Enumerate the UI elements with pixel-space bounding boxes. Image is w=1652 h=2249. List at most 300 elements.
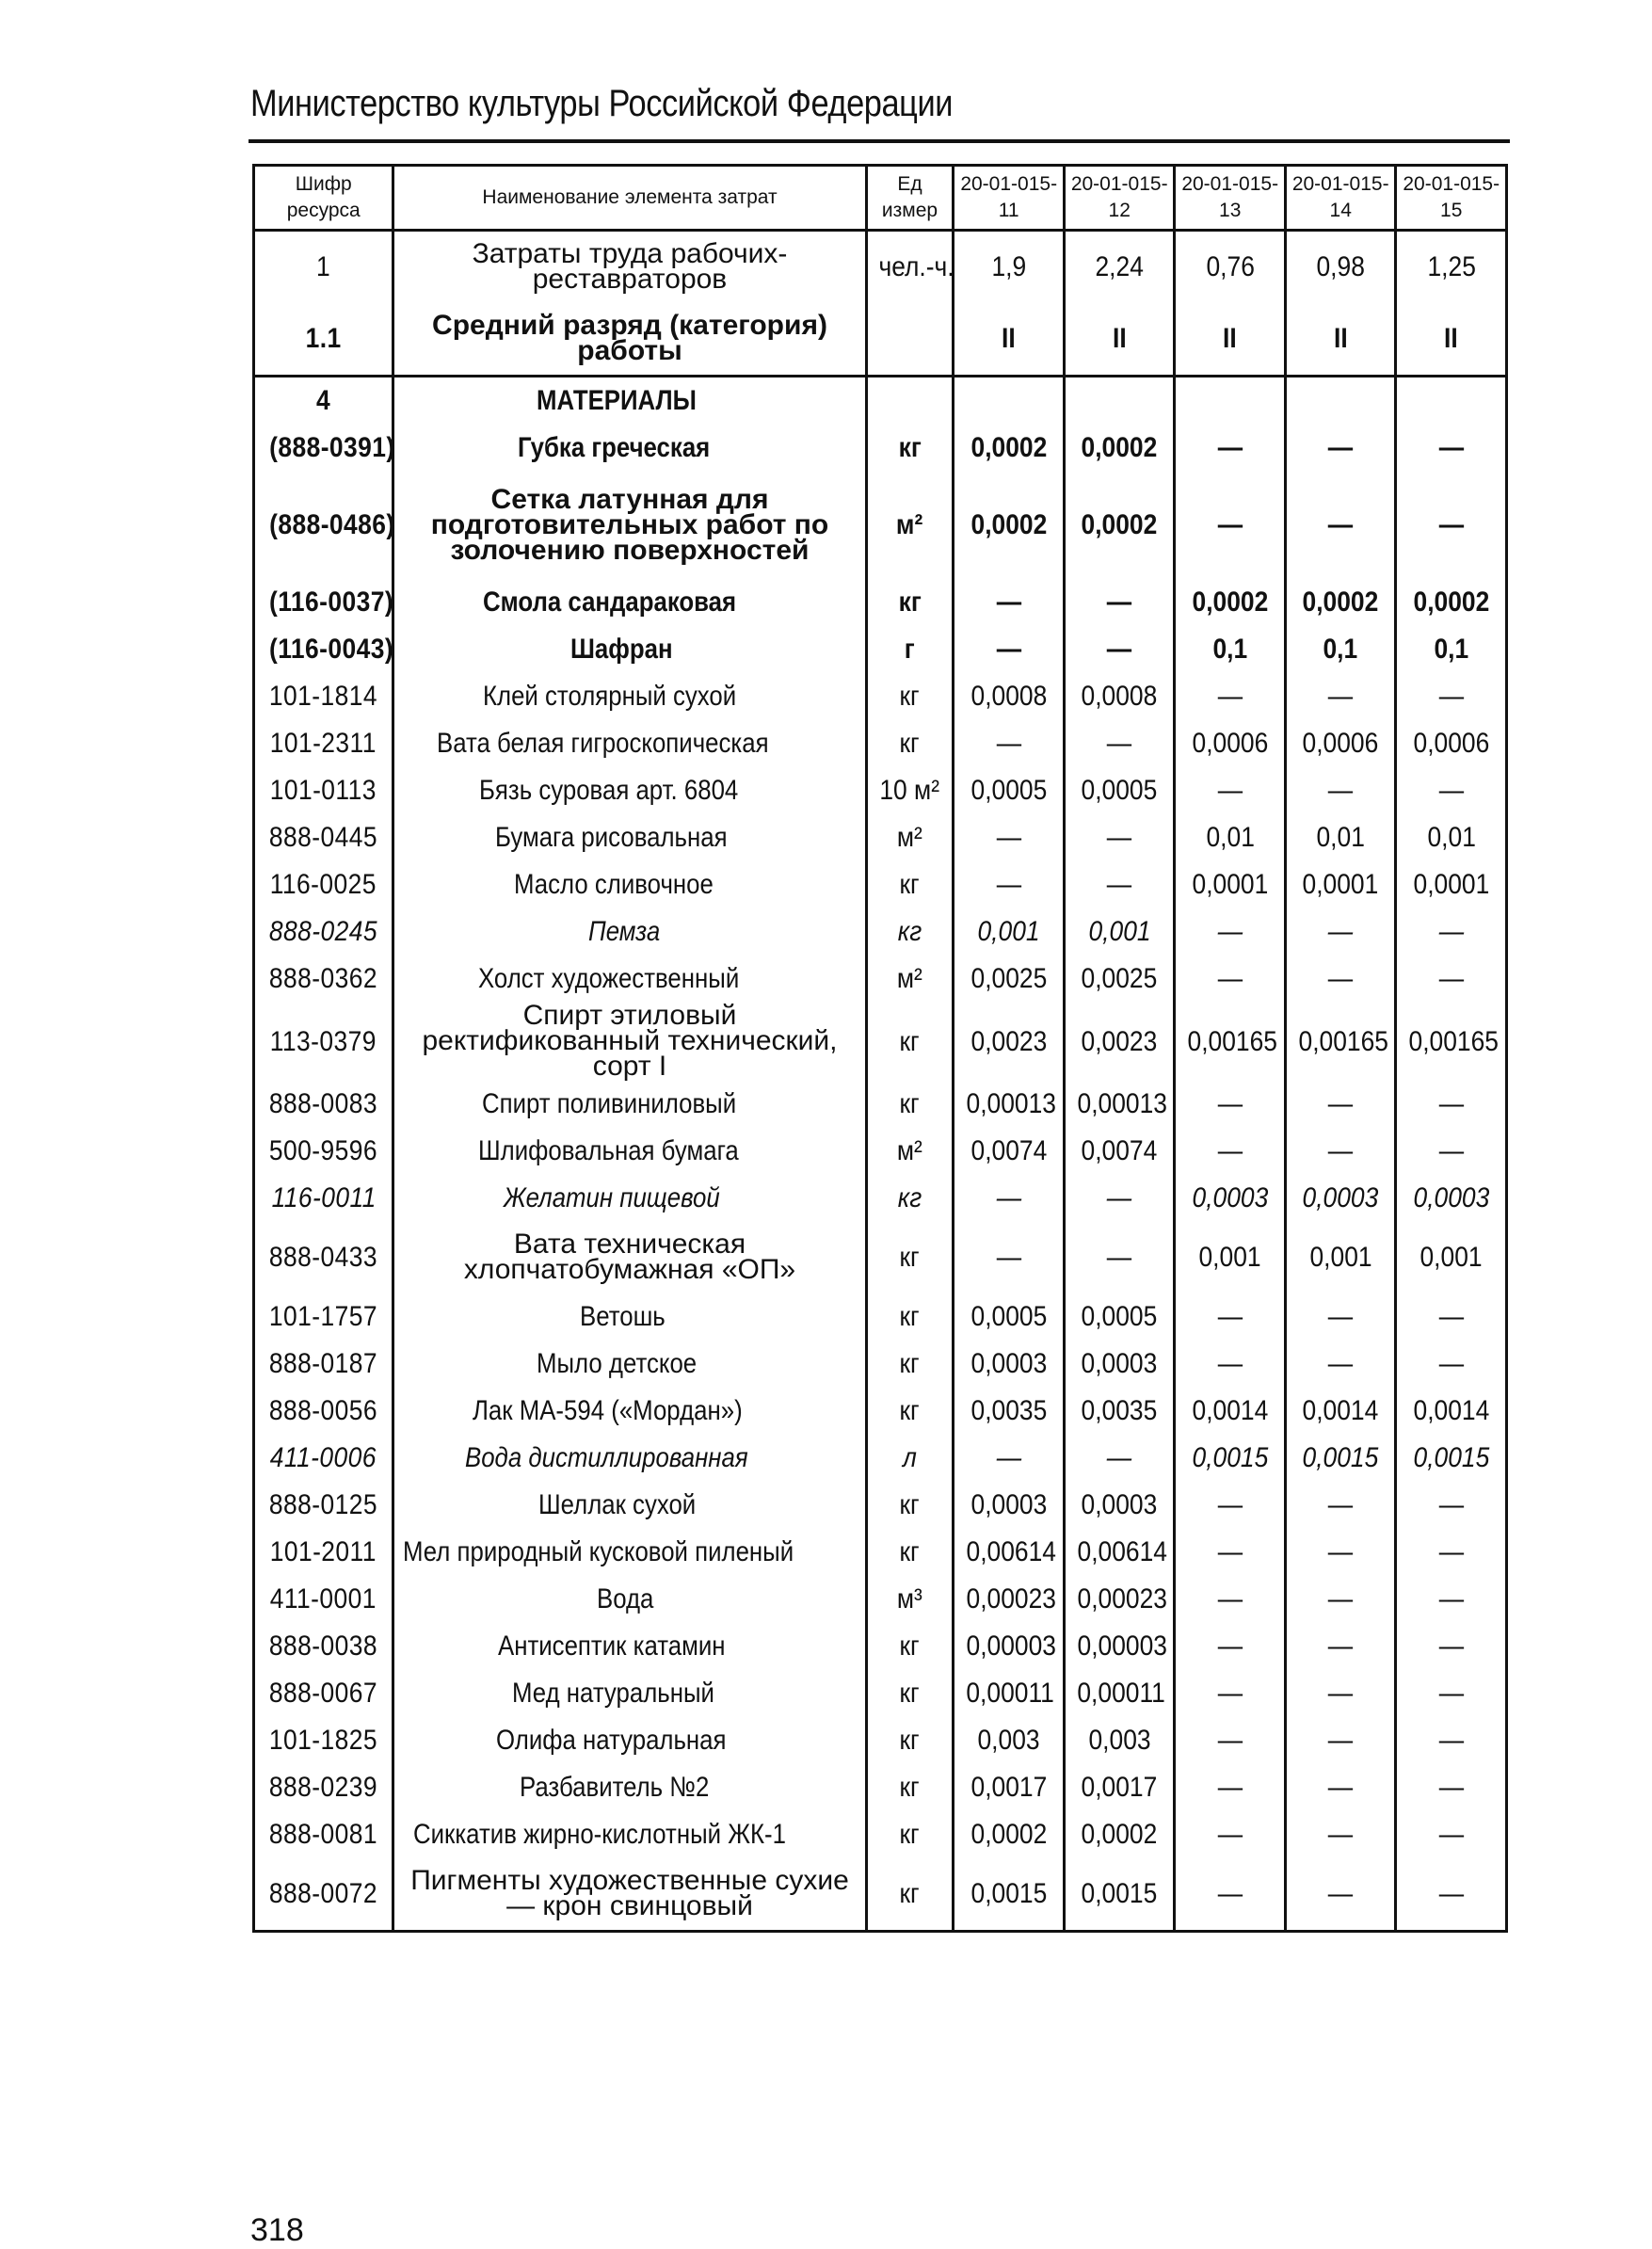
cell-value-text: 0,001 (1088, 916, 1151, 947)
cell-value-text: — (1438, 1489, 1464, 1520)
cell-value-text: — (1438, 1088, 1464, 1119)
cell-unit (866, 1576, 954, 1623)
cell-name-text: Ветошь (580, 1301, 666, 1332)
cell-code (254, 1858, 393, 1932)
cell-value-v3 (1175, 1858, 1286, 1932)
cell-value-text: 0,001 (1419, 1242, 1483, 1273)
cell-name (393, 231, 866, 304)
cell-value-v2 (1064, 1003, 1175, 1081)
cell-value-v3 (1175, 720, 1286, 767)
page-number: 318 (250, 2212, 304, 2248)
cell-value-text: — (1217, 775, 1243, 806)
cell-value-text: — (1107, 1182, 1132, 1213)
cell-unit-text: м³ (897, 1583, 922, 1614)
cell-value-v2 (1064, 1811, 1175, 1858)
resource-table (252, 164, 1508, 1933)
cell-name-text: Желатин пищевой (504, 1182, 721, 1213)
cell-value-text: 0,0003 (1081, 1348, 1158, 1379)
cell-value-v4 (1285, 377, 1396, 426)
cell-value-v5 (1396, 1341, 1507, 1388)
cell-value-v5 (1396, 377, 1507, 426)
cell-unit-text: м² (897, 822, 922, 853)
cell-value-text: 0,00165 (1298, 1025, 1388, 1057)
cell-name (393, 1081, 866, 1128)
cell-value-v1 (954, 1341, 1065, 1388)
table-row (254, 1482, 1507, 1529)
cell-value-text: — (1217, 1772, 1243, 1803)
cell-value-v2 (1064, 673, 1175, 720)
cell-value-text: — (1438, 1301, 1464, 1332)
cell-value-text: 0,0014 (1302, 1395, 1379, 1426)
cell-value-text: — (1438, 1135, 1464, 1166)
table-row (254, 626, 1507, 673)
cell-value-text: — (1328, 509, 1354, 540)
cell-value-v1 (954, 231, 1065, 304)
cell-value-text: 0,0003 (1413, 1182, 1490, 1213)
cell-unit (866, 814, 954, 861)
cell-value-v2 (1064, 472, 1175, 579)
cell-value-v2 (1064, 1341, 1175, 1388)
cell-value-text: II (1112, 323, 1127, 354)
cell-code (254, 626, 393, 673)
cell-name-text: Разбавитель №2 (519, 1772, 710, 1803)
cell-value-text: — (1107, 822, 1132, 853)
cell-value-v2 (1064, 814, 1175, 861)
cell-value-text: 0,0074 (970, 1135, 1048, 1166)
cell-value-text: — (1217, 916, 1243, 947)
cell-code-text: 101-0113 (270, 775, 377, 806)
table-row (254, 1670, 1507, 1717)
table-row (254, 1128, 1507, 1175)
cell-value-v5 (1396, 1858, 1507, 1932)
cell-value-v3 (1175, 1341, 1286, 1388)
cell-unit (866, 1858, 954, 1932)
cell-name (393, 814, 866, 861)
cell-value-v2 (1064, 1435, 1175, 1482)
cell-value-v3 (1175, 579, 1286, 626)
cell-unit (866, 1388, 954, 1435)
cell-unit (866, 1003, 954, 1081)
cell-unit (866, 1482, 954, 1529)
cell-value-v5 (1396, 1529, 1507, 1576)
cell-value-text: — (1438, 432, 1464, 463)
cell-name-text: Мед натуральный (512, 1678, 714, 1709)
cell-unit (866, 720, 954, 767)
table-row (254, 720, 1507, 767)
cell-value-v3 (1175, 231, 1286, 304)
cell-name-text: Затраты труда рабочих-реставраторов (472, 238, 788, 295)
cell-value-text: — (1438, 1878, 1464, 1909)
cell-value-text: — (1438, 509, 1464, 540)
cell-unit (866, 303, 954, 377)
cell-value-v1 (954, 1003, 1065, 1081)
cell-name-text: Пемза (587, 916, 660, 947)
cell-value-text: 0,0005 (1081, 775, 1158, 806)
cell-value-v1 (954, 425, 1065, 472)
cell-code (254, 1175, 393, 1222)
cell-value-v2 (1064, 767, 1175, 814)
cell-value-text: — (1328, 1536, 1354, 1567)
cell-unit (866, 579, 954, 626)
cell-value-v3 (1175, 303, 1286, 377)
cell-value-text: 0,0025 (970, 963, 1048, 994)
cell-value-text: 0,0005 (970, 1301, 1048, 1332)
cell-value-v2 (1064, 1482, 1175, 1529)
cell-code (254, 908, 393, 956)
cell-value-text: 0,76 (1206, 251, 1255, 282)
cell-unit-text: кг (899, 1489, 921, 1520)
cell-name (393, 1764, 866, 1811)
cell-value-v2 (1064, 1388, 1175, 1435)
cell-value-text: — (1328, 1301, 1354, 1332)
cell-value-text: — (1438, 1536, 1464, 1567)
cell-value-text: 0,0015 (1081, 1878, 1158, 1909)
cell-name (393, 673, 866, 720)
cell-unit (866, 1293, 954, 1341)
cell-value-text: 0,0001 (1192, 869, 1269, 900)
cell-value-v4 (1285, 231, 1396, 304)
cell-value-v1 (954, 1435, 1065, 1482)
cell-unit (866, 1764, 954, 1811)
cell-value-text: 0,0023 (970, 1025, 1048, 1057)
table-row (254, 1858, 1507, 1932)
cell-value-v4 (1285, 1811, 1396, 1858)
cell-unit (866, 1175, 954, 1222)
cell-value-text: 0,001 (1309, 1242, 1372, 1273)
cell-value-text: 0,01 (1316, 822, 1365, 853)
cell-unit (866, 472, 954, 579)
cell-name-text: Вата белая гигроскопическая (437, 728, 769, 759)
cell-value-v5 (1396, 1576, 1507, 1623)
cell-code (254, 1670, 393, 1717)
cell-value-v2 (1064, 1175, 1175, 1222)
cell-value-v4 (1285, 1435, 1396, 1482)
cell-unit-text: кг (899, 1025, 921, 1057)
column-header-v2: 20-01-015-12 (1064, 166, 1175, 231)
cell-code-text: 888-0125 (269, 1489, 378, 1520)
cell-code-text: 888-0445 (269, 822, 378, 853)
cell-value-text: 0,0003 (1302, 1182, 1379, 1213)
cell-value-v1 (954, 1175, 1065, 1222)
cell-name (393, 1388, 866, 1435)
cell-code-text: 101-1825 (269, 1725, 378, 1756)
cell-name-text: Бязь суровая арт. 6804 (478, 775, 739, 806)
cell-unit-text: кг (899, 1631, 921, 1662)
column-header-v4: 20-01-015-14 (1285, 166, 1396, 231)
cell-value-v3 (1175, 1222, 1286, 1293)
cell-code-text: 1 (316, 251, 331, 282)
cell-value-text: — (1328, 1583, 1354, 1614)
cell-value-v3 (1175, 472, 1286, 579)
cell-value-v3 (1175, 1128, 1286, 1175)
cell-value-v5 (1396, 1081, 1507, 1128)
cell-name-text: МАТЕРИАЛЫ (537, 385, 698, 416)
cell-value-text: 0,00165 (1187, 1025, 1278, 1057)
cell-code (254, 1482, 393, 1529)
cell-name-text: Сиккатив жирно-кислотный ЖК-1 (412, 1819, 786, 1850)
cell-value-v5 (1396, 1764, 1507, 1811)
cell-value-text: 0,0006 (1302, 728, 1379, 759)
cell-value-text: — (1217, 1088, 1243, 1119)
cell-name (393, 425, 866, 472)
cell-value-v4 (1285, 1858, 1396, 1932)
cell-name (393, 908, 866, 956)
cell-value-v1 (954, 1623, 1065, 1670)
cell-value-v5 (1396, 1175, 1507, 1222)
cell-unit-text: кг (899, 1088, 921, 1119)
cell-unit-text: м² (897, 1135, 922, 1166)
cell-value-v3 (1175, 1175, 1286, 1222)
cell-name-text: Смола сандараковая (482, 586, 736, 618)
cell-value-v1 (954, 1858, 1065, 1932)
cell-value-v4 (1285, 1003, 1396, 1081)
cell-value-text: — (1438, 1348, 1464, 1379)
cell-value-text: 0,0003 (1081, 1489, 1158, 1520)
cell-unit-text: 10 м² (879, 775, 940, 806)
cell-value-v1 (954, 1482, 1065, 1529)
cell-unit-text: кг (899, 1678, 921, 1709)
cell-value-text: — (1217, 1878, 1243, 1909)
cell-unit (866, 1435, 954, 1482)
cell-name (393, 1670, 866, 1717)
cell-value-v2 (1064, 1858, 1175, 1932)
cell-value-v2 (1064, 720, 1175, 767)
cell-name (393, 1576, 866, 1623)
cell-code (254, 1576, 393, 1623)
cell-value-v5 (1396, 579, 1507, 626)
cell-name (393, 1858, 866, 1932)
cell-value-v4 (1285, 861, 1396, 908)
cell-value-text: 0,0035 (970, 1395, 1048, 1426)
cell-value-text: 0,00003 (1077, 1631, 1167, 1662)
cell-name-text: Мыло детское (537, 1348, 698, 1379)
table-row (254, 1081, 1507, 1128)
cell-value-text: 0,0002 (970, 509, 1048, 540)
cell-value-text: 0,0002 (1081, 1819, 1158, 1850)
cell-value-text: II (1444, 323, 1459, 354)
cell-value-text: 0,0008 (1081, 681, 1158, 712)
cell-value-v3 (1175, 1293, 1286, 1341)
cell-unit (866, 1811, 954, 1858)
cell-unit (866, 861, 954, 908)
cell-code (254, 303, 393, 377)
cell-code-text: 888-0187 (269, 1348, 378, 1379)
cell-value-text: 0,0017 (970, 1772, 1048, 1803)
cell-unit-text: л (903, 1442, 917, 1473)
cell-code-text: 888-0245 (269, 916, 378, 947)
cell-name-text: Мел природный кусковой пиленый (402, 1536, 794, 1567)
cell-name (393, 626, 866, 673)
cell-value-v5 (1396, 1293, 1507, 1341)
table-row (254, 231, 1507, 304)
cell-value-v5 (1396, 1222, 1507, 1293)
cell-value-text: 0,0003 (1192, 1182, 1269, 1213)
cell-name-text: Холст художественный (477, 963, 740, 994)
cell-value-text: — (1217, 681, 1243, 712)
cell-value-text: 0,0005 (970, 775, 1048, 806)
cell-code-text: 888-0067 (269, 1678, 378, 1709)
cell-unit (866, 1222, 954, 1293)
cell-value-text: 0,00013 (966, 1088, 1057, 1119)
cell-unit-text: кг (899, 1395, 921, 1426)
cell-value-text: 0,001 (1198, 1242, 1261, 1273)
table-row (254, 1576, 1507, 1623)
cell-unit (866, 1623, 954, 1670)
cell-value-v1 (954, 1529, 1065, 1576)
cell-value-text: 0,0002 (970, 432, 1048, 463)
cell-unit-text: кг (899, 681, 921, 712)
cell-code-text: (888-0486) (269, 509, 395, 540)
cell-code-text: 888-0056 (269, 1395, 378, 1426)
cell-name (393, 767, 866, 814)
cell-value-v1 (954, 1764, 1065, 1811)
cell-value-v4 (1285, 673, 1396, 720)
cell-code (254, 767, 393, 814)
cell-value-text: — (1328, 1678, 1354, 1709)
cell-code-text: 888-0081 (269, 1819, 378, 1850)
cell-unit-text: кг (897, 916, 922, 947)
cell-name (393, 1000, 866, 1082)
cell-value-v5 (1396, 814, 1507, 861)
cell-value-v1 (954, 720, 1065, 767)
table-row (254, 908, 1507, 956)
cell-value-text: — (1328, 1088, 1354, 1119)
cell-unit-text: кг (899, 1725, 921, 1756)
cell-unit (866, 1717, 954, 1764)
cell-value-v2 (1064, 1623, 1175, 1670)
cell-value-text: 0,0006 (1413, 728, 1490, 759)
cell-value-v5 (1396, 1811, 1507, 1858)
cell-value-text: — (1438, 963, 1464, 994)
cell-code (254, 1341, 393, 1388)
cell-value-text: 0,0008 (970, 681, 1048, 712)
cell-name-text: Вода (596, 1583, 654, 1614)
cell-value-v4 (1285, 1717, 1396, 1764)
cell-value-text: 0,0014 (1413, 1395, 1490, 1426)
cell-code (254, 425, 393, 472)
cell-value-v3 (1175, 1623, 1286, 1670)
cell-code-text: (116-0043) (269, 634, 394, 665)
cell-value-text: 0,0014 (1192, 1395, 1269, 1426)
cell-value-v3 (1175, 1764, 1286, 1811)
table-row (254, 1717, 1507, 1764)
cell-value-v1 (954, 377, 1065, 426)
cell-code-text: 888-0433 (269, 1242, 378, 1273)
cell-name (393, 303, 866, 377)
cell-value-text: 0,01 (1206, 822, 1255, 853)
cell-value-text: 0,98 (1316, 251, 1365, 282)
cell-name-text: Олифа натуральная (495, 1725, 727, 1756)
cell-name (393, 956, 866, 1003)
cell-unit-text: кг (898, 432, 922, 463)
cell-value-v2 (1064, 1670, 1175, 1717)
cell-value-v4 (1285, 1482, 1396, 1529)
cell-name-text: Вата техническая хлопчатобумажная «ОП» (463, 1229, 796, 1285)
cell-value-text: — (1438, 1819, 1464, 1850)
cell-value-v4 (1285, 472, 1396, 579)
cell-code-text: 500-9596 (269, 1135, 378, 1166)
table-row (254, 673, 1507, 720)
cell-name-text: Масло сливочное (513, 869, 714, 900)
cell-value-text: — (1107, 869, 1132, 900)
cell-value-text: 0,00011 (1077, 1678, 1165, 1709)
cell-code (254, 1388, 393, 1435)
cell-value-text: 0,00013 (1077, 1088, 1167, 1119)
table-row (254, 1529, 1507, 1576)
cell-value-v3 (1175, 1670, 1286, 1717)
cell-value-v4 (1285, 1222, 1396, 1293)
cell-name (393, 1175, 866, 1222)
cell-name (393, 1293, 866, 1341)
cell-name-text: Шлифовальная бумага (478, 1135, 739, 1166)
cell-value-v5 (1396, 472, 1507, 579)
cell-value-v4 (1285, 1670, 1396, 1717)
cell-value-v3 (1175, 1529, 1286, 1576)
cell-unit-text: кг (899, 1819, 921, 1850)
cell-unit (866, 1670, 954, 1717)
table-row (254, 1811, 1507, 1858)
cell-value-text: — (1328, 1725, 1354, 1756)
cell-value-text: 0,0015 (1192, 1442, 1269, 1473)
cell-value-v5 (1396, 1003, 1507, 1081)
cell-value-v5 (1396, 1717, 1507, 1764)
cell-value-text: — (1217, 1725, 1243, 1756)
cell-value-v1 (954, 472, 1065, 579)
cell-value-v5 (1396, 1435, 1507, 1482)
cell-code (254, 1003, 393, 1081)
cell-value-text: 0,0002 (1413, 586, 1490, 618)
cell-value-text: 0,0002 (1302, 586, 1379, 618)
cell-value-text: 0,0002 (970, 1819, 1048, 1850)
cell-code-text: 101-1757 (269, 1301, 378, 1332)
cell-value-v3 (1175, 1388, 1286, 1435)
cell-value-text: — (996, 822, 1021, 853)
cell-code-text: 888-0083 (269, 1088, 378, 1119)
cell-value-text: 0,0015 (970, 1878, 1048, 1909)
cell-code (254, 579, 393, 626)
cell-code-text: 101-2311 (270, 728, 377, 759)
cell-value-v4 (1285, 720, 1396, 767)
cell-value-v1 (954, 1811, 1065, 1858)
cell-value-text: — (1217, 432, 1243, 463)
cell-value-text: 0,1 (1212, 634, 1248, 665)
cell-value-v5 (1396, 956, 1507, 1003)
cell-name (393, 1341, 866, 1388)
column-header-v1: 20-01-015-11 (954, 166, 1065, 231)
table-row (254, 814, 1507, 861)
cell-unit-text: кг (899, 1242, 921, 1273)
column-header-v3: 20-01-015-13 (1175, 166, 1286, 231)
cell-value-text: — (1217, 1536, 1243, 1567)
cell-value-text: — (1438, 1631, 1464, 1662)
cell-value-v3 (1175, 425, 1286, 472)
cell-unit-text: м² (897, 963, 922, 994)
cell-value-text: 0,0002 (1192, 586, 1269, 618)
cell-value-text: 0,0023 (1081, 1025, 1158, 1057)
cell-unit-text: г (904, 634, 915, 665)
cell-value-text: — (996, 586, 1021, 618)
cell-name-text: Средний разряд (категория) работы (432, 310, 827, 366)
table-row (254, 303, 1507, 377)
cell-value-v2 (1064, 861, 1175, 908)
cell-code-text: 116-0025 (270, 869, 377, 900)
cell-unit-text: кг (899, 1348, 921, 1379)
cell-value-text: — (1438, 1678, 1464, 1709)
cell-value-text: — (996, 1442, 1021, 1473)
cell-value-v5 (1396, 303, 1507, 377)
cell-code-text: (888-0391) (269, 432, 395, 463)
cell-value-v2 (1064, 626, 1175, 673)
